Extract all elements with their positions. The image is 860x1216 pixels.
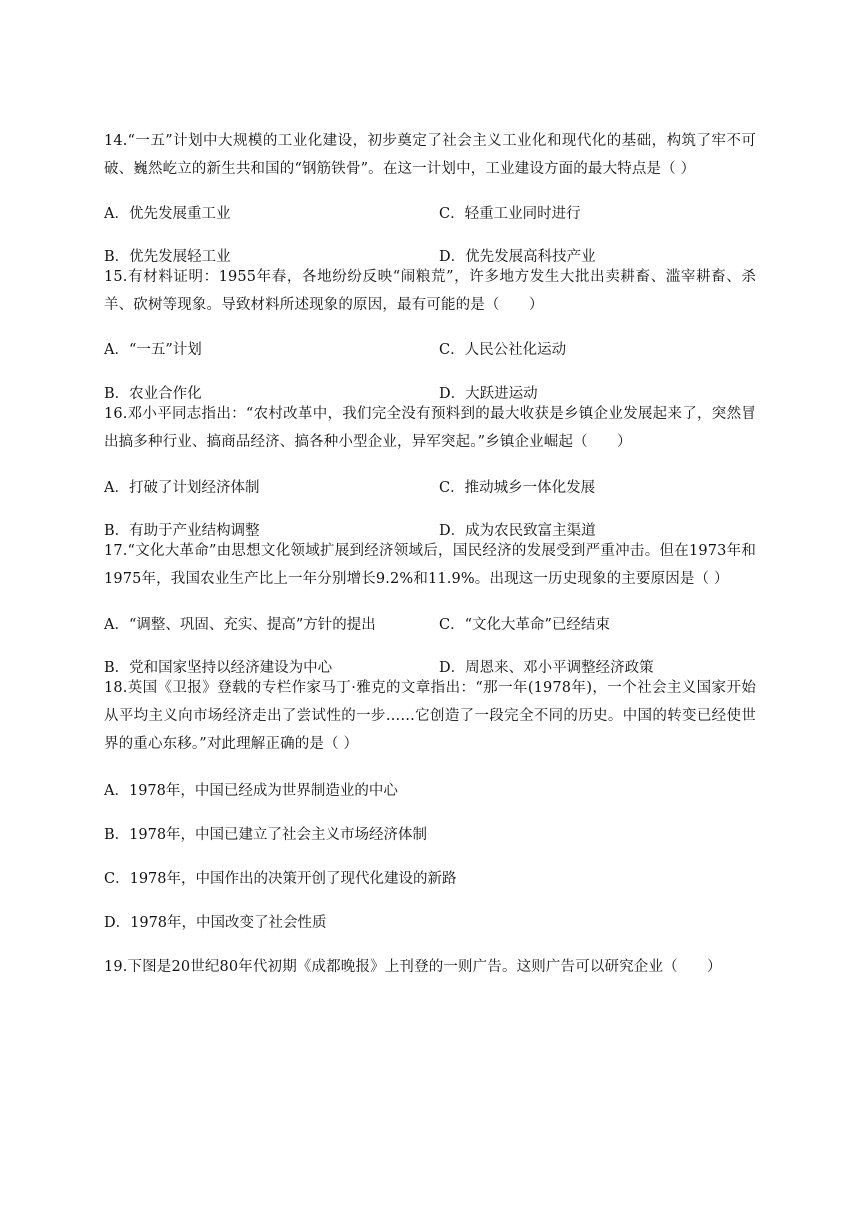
question-16-option-a[interactable]: A．打破了计划经济体制 bbox=[104, 480, 260, 496]
question-17-option-c[interactable]: C．“文化大革命”已经结束 bbox=[439, 617, 610, 633]
question-15-stem: 15.有材料证明：1955年春，各地纷纷反映“闹粮荒”，许多地方发生大批出卖耕畜、滥宰耕畜、杀羊、砍树等现象。导致材料所述现象的原因，最有可能的是（ ） bbox=[104, 269, 756, 313]
question-14-option-b[interactable]: B．优先发展轻工业 bbox=[104, 249, 231, 265]
question-15-option-a[interactable]: A．“一五”计划 bbox=[104, 342, 202, 358]
question-17-option-a[interactable]: A．“调整、巩固、充实、提高”方针的提出 bbox=[104, 617, 376, 633]
question-14-stem: 14.“一五”计划中大规模的工业化建设，初步奠定了社会主义工业化和现代化的基础，构筑了牢不可破、巍然屹立的新生共和国的“钢筋铁骨”。在这一计划中，工业建设方面的最大特点是（ ） bbox=[104, 133, 756, 177]
question-19-stem: 19.下图是20世纪80年代初期《成都晚报》上刊登的一则广告。这则广告可以研究企业（ ） bbox=[104, 959, 722, 975]
question-18-option-d[interactable]: D．1978年，中国改变了社会性质 bbox=[104, 915, 327, 931]
question-16-stem: 16.邓小平同志指出：“农村改革中，我们完全没有预料到的最大收获是乡镇企业发展起来了，突然冒出搞多种行业、搞商品经济、搞各种小型企业，异军突起。”乡镇企业崛起（ ） bbox=[104, 406, 756, 450]
question-17-option-d[interactable]: D．周恩来、邓小平调整经济政策 bbox=[439, 660, 654, 676]
question-14-option-c[interactable]: C．轻重工业同时进行 bbox=[439, 206, 581, 222]
question-17-stem: 17.“文化大革命”由思想文化领域扩展到经济领域后，国民经济的发展受到严重冲击。但在1973年和1975年，我国农业生产比上一年分别增长9.2%和11.9%。出现这一历史现象的主要原因是（ ） bbox=[104, 543, 756, 587]
question-16-option-c[interactable]: C．推动城乡一体化发展 bbox=[439, 480, 596, 496]
question-17-option-b[interactable]: B．党和国家坚持以经济建设为中心 bbox=[104, 660, 333, 676]
question-18-option-a[interactable]: A．1978年，中国已经成为世界制造业的中心 bbox=[104, 783, 398, 799]
question-16-option-d[interactable]: D．成为农民致富主渠道 bbox=[439, 523, 596, 539]
question-14-option-a[interactable]: A．优先发展重工业 bbox=[104, 206, 231, 222]
question-15-option-c[interactable]: C．人民公社化运动 bbox=[439, 342, 567, 358]
question-18-option-c[interactable]: C．1978年，中国作出的决策开创了现代化建设的新路 bbox=[104, 871, 457, 887]
question-15-option-b[interactable]: B．农业合作化 bbox=[104, 386, 202, 402]
question-18-option-b[interactable]: B．1978年，中国已建立了社会主义市场经济体制 bbox=[104, 827, 428, 843]
question-16-option-b[interactable]: B．有助于产业结构调整 bbox=[104, 523, 260, 539]
question-18-stem: 18.英国《卫报》登载的专栏作家马丁·雅克的文章指出：“那一年(1978年)，一个社会主义国家开始从平均主义向市场经济走出了尝试性的一步……它创造了一段完全不同的历史。中国的转变已经使世界的重心东移。”对此理解正确的是（ ） bbox=[104, 680, 756, 752]
question-15-option-d[interactable]: D．大跃进运动 bbox=[439, 386, 538, 402]
question-14-option-d[interactable]: D．优先发展高科技产业 bbox=[439, 249, 596, 265]
